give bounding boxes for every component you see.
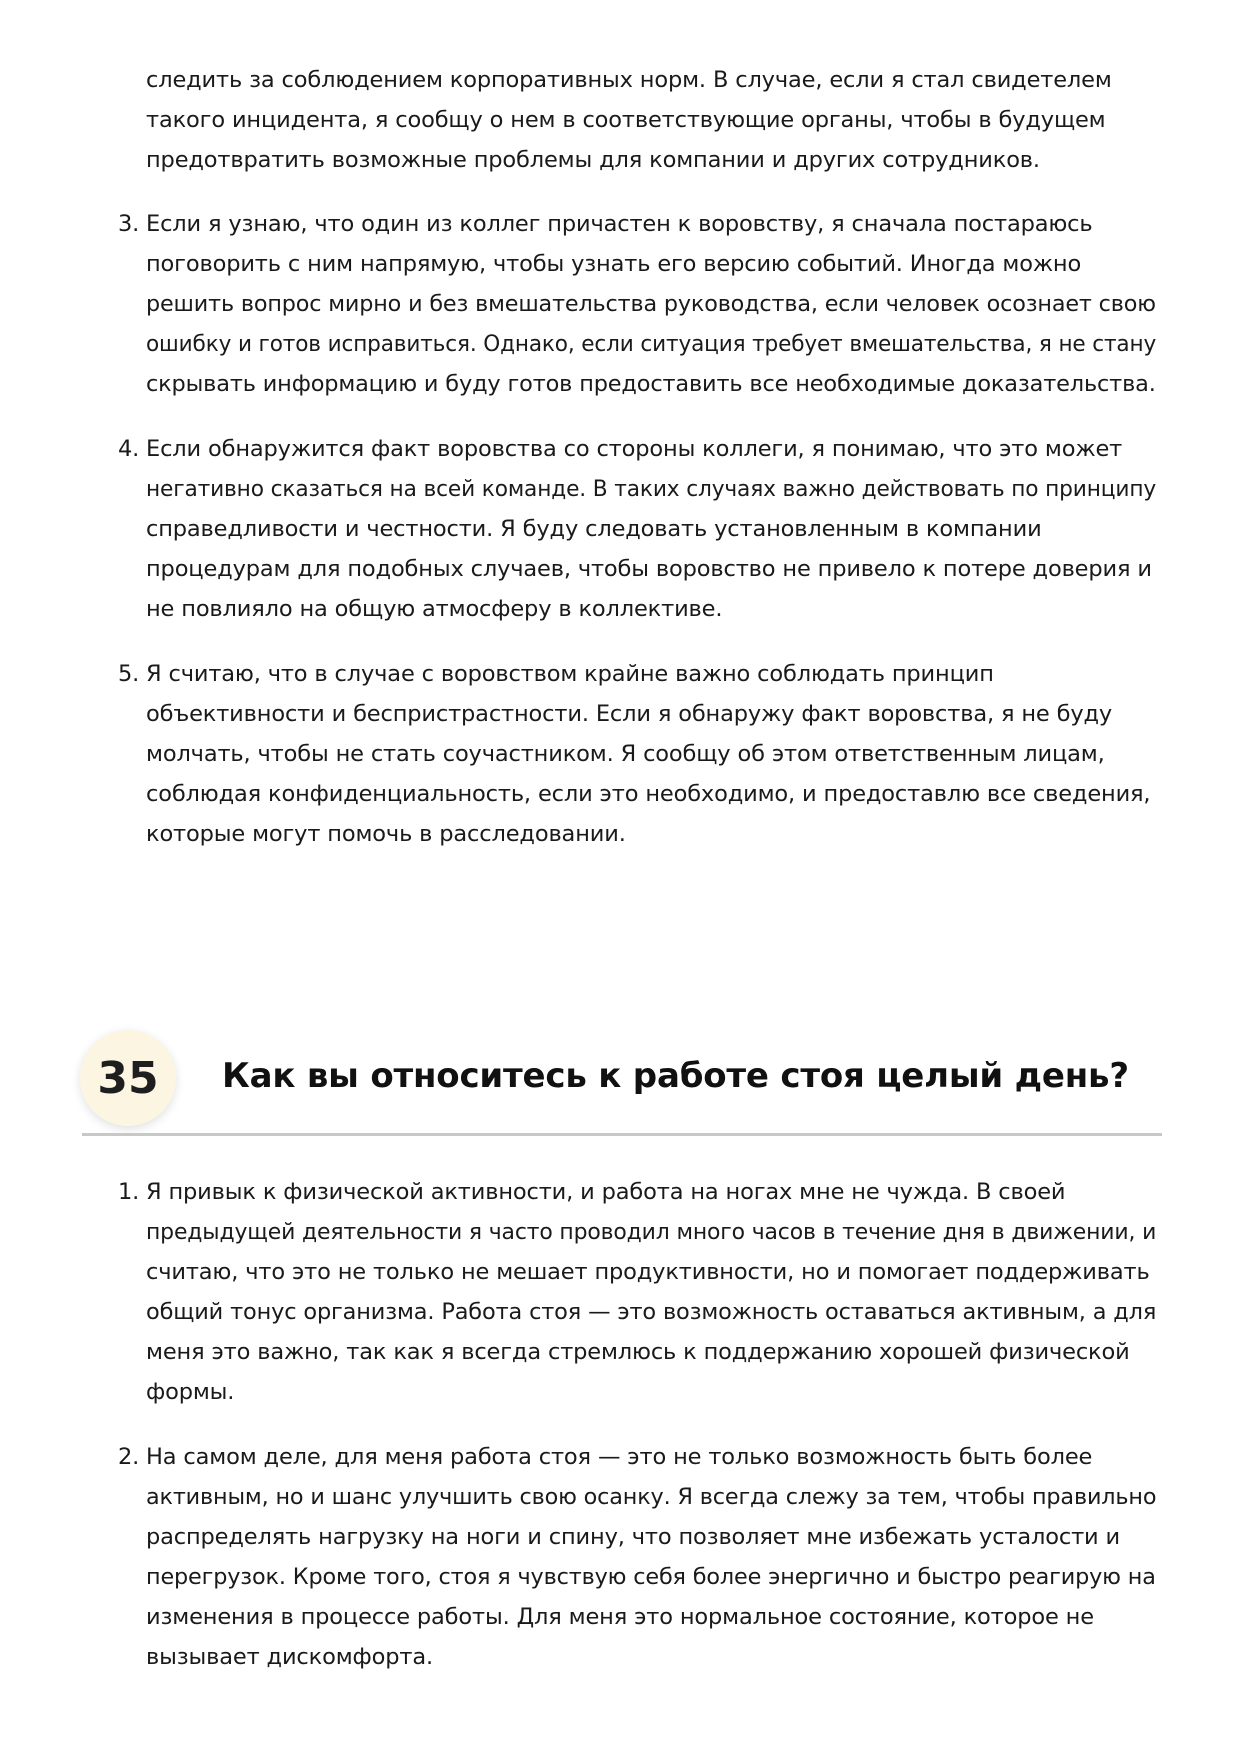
continuation-paragraph bbox=[146, 60, 1156, 180]
text-line: вызывает дискомфорта. bbox=[146, 1644, 433, 1670]
text-line: ошибку и готов исправиться. Однако, если ситуация требует вмешательства, я не стану bbox=[146, 331, 1157, 357]
text-line: распределять нагрузку на ноги и спину, что позволяет мне избежать усталости и bbox=[146, 1524, 1121, 1550]
list-item-text bbox=[146, 204, 1156, 404]
text-line: перегрузок. Кроме того, стоя я чувствую себя более энергично и быстро реагирую на bbox=[146, 1564, 1156, 1590]
text-line: изменения в процессе работы. Для меня это нормальное состояние, которое не bbox=[146, 1604, 1094, 1630]
text-line: которые могут помочь в расследовании. bbox=[146, 821, 626, 847]
list-item-number: 5. bbox=[118, 661, 140, 687]
list-item-text bbox=[146, 1437, 1156, 1677]
section-title: Как вы относитесь к работе стоя целый день? bbox=[222, 1056, 1129, 1096]
text-line: На самом деле, для меня работа стоя — это не только возможность быть более bbox=[146, 1444, 1093, 1470]
text-line: негативно сказаться на всей команде. В таких случаях важно действовать по принципу bbox=[146, 476, 1157, 502]
text-line: предотвратить возможные проблемы для компании и других сотрудников. bbox=[146, 147, 1040, 173]
text-line: Если я узнаю, что один из коллег причастен к воровству, я сначала постараюсь bbox=[146, 211, 1093, 237]
text-line: Я привык к физической активности, и работа на ногах мне не чужда. В своей bbox=[146, 1179, 1066, 1205]
text-line: общий тонус организма. Работа стоя — это возможность оставаться активным, а для bbox=[146, 1299, 1157, 1325]
section-divider bbox=[82, 1133, 1162, 1136]
section-number-badge: 35 bbox=[80, 1030, 176, 1126]
text-line: скрывать информацию и буду готов предоставить все необходимые доказательства. bbox=[146, 371, 1156, 397]
text-line: объективности и беспристрастности. Если я обнаружу факт воровства, я не буду bbox=[146, 701, 1113, 727]
list-item-text bbox=[146, 1172, 1156, 1412]
text-line: меня это важно, так как я всегда стремлюсь к поддержанию хорошей физической bbox=[146, 1339, 1130, 1365]
text-line: соблюдая конфиденциальность, если это необходимо, и предоставлю все сведения, bbox=[146, 781, 1151, 807]
list-item-number: 4. bbox=[118, 436, 140, 462]
list-item-number: 3. bbox=[118, 211, 140, 237]
text-line: Если обнаружится факт воровства со стороны коллеги, я понимаю, что это может bbox=[146, 436, 1123, 462]
text-line: справедливости и честности. Я буду следовать установленным в компании bbox=[146, 516, 1042, 542]
list-item-number: 2. bbox=[118, 1444, 140, 1470]
text-line: предыдущей деятельности я часто проводил много часов в течение дня в движении, и bbox=[146, 1219, 1157, 1245]
text-line: Я считаю, что в случае с воровством крайне важно соблюдать принцип bbox=[146, 661, 994, 687]
text-line: следить за соблюдением корпоративных норм. В случае, если я стал свидетелем bbox=[146, 67, 1112, 93]
text-line: формы. bbox=[146, 1379, 235, 1405]
text-line: молчать, чтобы не стать соучастником. Я сообщу об этом ответственным лицам, bbox=[146, 741, 1105, 767]
text-line: считаю, что это не только не мешает продуктивности, но и помогает поддерживать bbox=[146, 1259, 1150, 1285]
text-line: активным, но и шанс улучшить свою осанку. Я всегда слежу за тем, чтобы правильно bbox=[146, 1484, 1157, 1510]
list-item-text bbox=[146, 654, 1156, 854]
list-item-text bbox=[146, 429, 1156, 629]
text-line: процедурам для подобных случаев, чтобы воровство не привело к потере доверия и bbox=[146, 556, 1152, 582]
text-line: не повлияло на общую атмосферу в коллективе. bbox=[146, 596, 723, 622]
text-line: такого инцидента, я сообщу о нем в соответствующие органы, чтобы в будущем bbox=[146, 107, 1106, 133]
list-item-number: 1. bbox=[118, 1179, 140, 1205]
text-line: решить вопрос мирно и без вмешательства руководства, если человек осознает свою bbox=[146, 291, 1156, 317]
text-line: поговорить с ним напрямую, чтобы узнать его версию событий. Иногда можно bbox=[146, 251, 1082, 277]
